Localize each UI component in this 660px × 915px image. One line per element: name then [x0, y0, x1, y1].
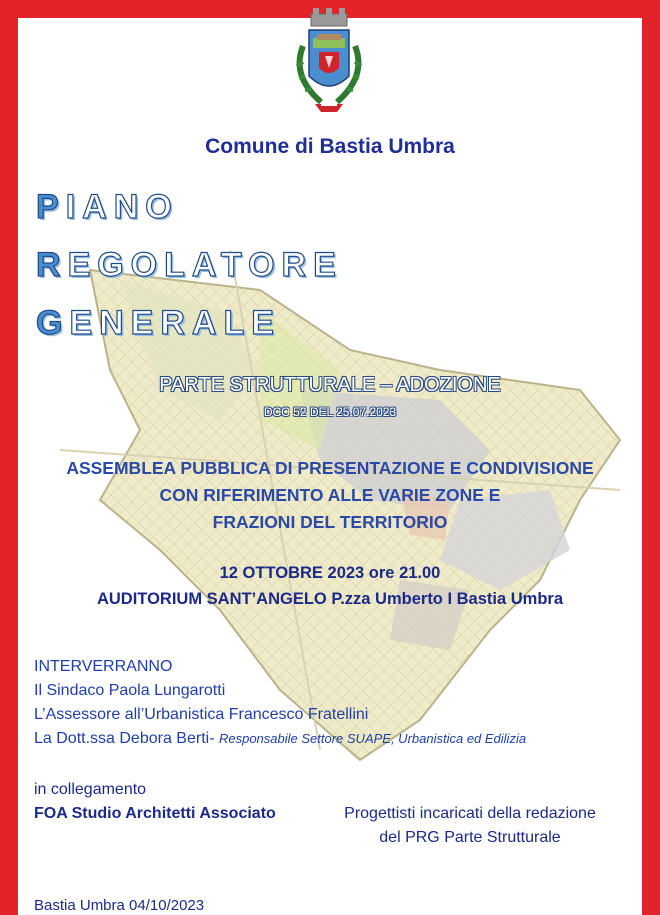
collaboration-role-line-2: del PRG Parte Strutturale	[379, 829, 561, 846]
title-line-piano	[36, 188, 179, 227]
title-initial-g: G	[36, 304, 70, 342]
speaker-name: Il Sindaco Paola Lungarotti	[34, 682, 226, 699]
title-line-generale	[36, 304, 281, 343]
assembly-line-2: CON RIFERIMENTO ALLE VARIE ZONE E	[159, 485, 501, 505]
event-details	[0, 560, 660, 612]
comune-name: Comune di Bastia Umbra	[205, 135, 455, 158]
title-rest-generale: ENERALE	[69, 304, 281, 342]
collaboration-intro: in collegamento	[34, 781, 147, 798]
speaker-item	[34, 727, 526, 751]
event-venue: AUDITORIUM SANT’ANGELO P.zza Umberto I Bastia Umbra	[96, 590, 564, 608]
title-rest-regolatore: EGOLATORE	[67, 246, 343, 284]
event-date: 12 OTTOBRE 2023 ore 21.00	[219, 564, 441, 582]
speaker-item	[34, 679, 526, 703]
collaboration-studio: FOA Studio Architetti Associato	[34, 805, 276, 822]
speakers-list	[34, 655, 526, 751]
speakers-heading: INTERVERRANNO	[34, 658, 173, 675]
subtitle-dcc: DCC 52 DEL 25.07.2023	[263, 405, 397, 419]
collaboration-block	[34, 778, 276, 826]
collaboration-role-line-1: Progettisti incaricati della redazione	[344, 805, 596, 822]
title-initial-p: P	[36, 188, 66, 226]
assembly-line-3: FRAZIONI DEL TERRITORIO	[212, 512, 448, 532]
speaker-role: Responsabile Settore SUAPE, Urbanistica ed Edilizia	[218, 731, 527, 746]
comune-crest-emblem	[281, 6, 377, 134]
subtitle-parte-strutturale: PARTE STRUTTURALE – ADOZIONE	[159, 374, 501, 396]
speaker-name: L’Assessore all’Urbanistica Francesco Fratellini	[34, 706, 369, 723]
assembly-description	[0, 455, 660, 536]
collaboration-role	[320, 802, 620, 850]
title-rest-piano: IANO	[65, 188, 179, 226]
footer-place-date: Bastia Umbra 04/10/2023	[34, 897, 205, 914]
title-initial-r: R	[36, 246, 68, 284]
speaker-item	[34, 703, 526, 727]
assembly-line-1: ASSEMBLEA PUBBLICA DI PRESENTAZIONE E CONDIVISIONE	[66, 458, 594, 478]
speaker-name: La Dott.ssa Debora Berti-	[34, 730, 219, 747]
title-line-regolatore	[36, 246, 343, 285]
